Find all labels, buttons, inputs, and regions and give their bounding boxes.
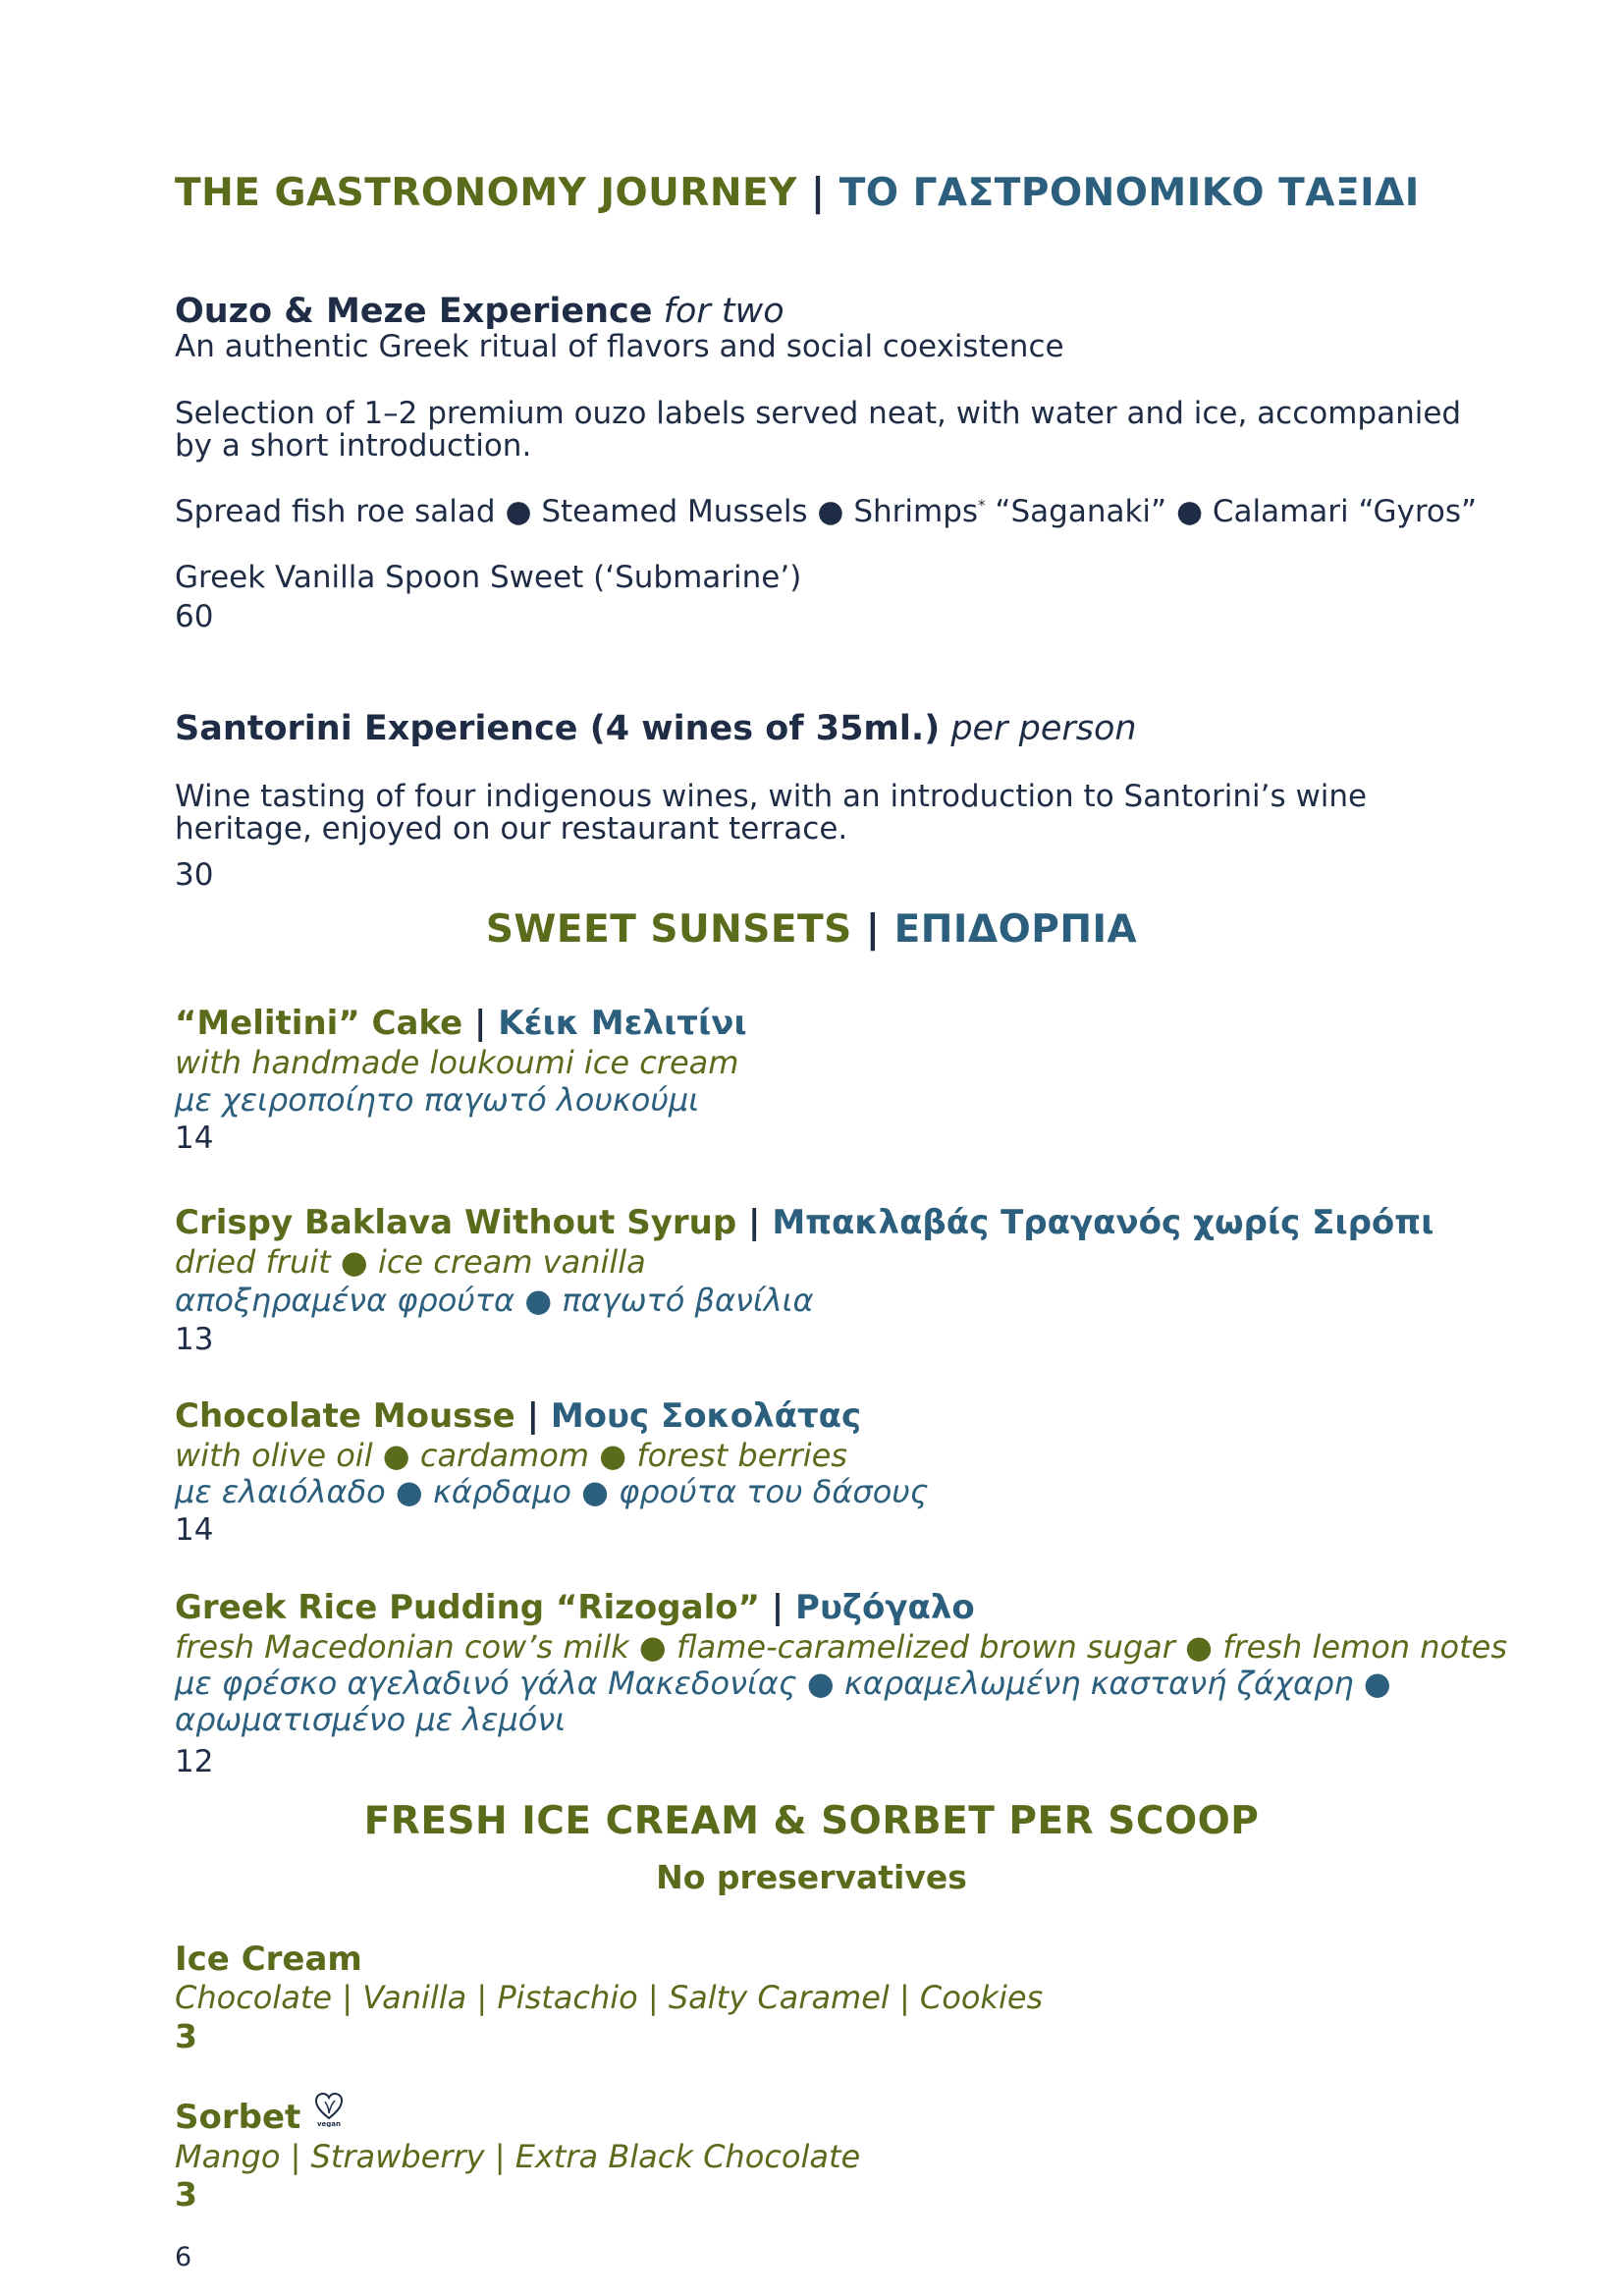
ouzo-qualifier: for two	[663, 292, 784, 331]
dessert-description-en: dried fruit ● ice cream vanilla	[175, 1243, 646, 1281]
ice-cream-name: Ice Cream	[175, 1940, 362, 1979]
dessert-description-en: with olive oil ● cardamom ● forest berries	[175, 1437, 847, 1474]
vegan-heart-icon	[314, 2092, 344, 2136]
section-title-gr: ΤΟ ΓΑΣΤΡΟΝΟΜΙΚΟ ΤΑΞΙΔΙ	[839, 171, 1420, 215]
dessert-description-gr: με ελαιόλαδο ● κάρδαμο ● φρούτα του δάσους	[175, 1473, 929, 1510]
dessert-price: 14	[175, 1512, 214, 1548]
dessert-name-gr: Μπακλαβάς Τραγανός χωρίς Σιρόπι	[772, 1203, 1434, 1242]
ouzo-title	[175, 292, 784, 331]
sorbet-name: Sorbet	[175, 2098, 301, 2137]
vegan-icon-label: vegan	[317, 2120, 342, 2127]
dessert-description-gr: με φρέσκο αγελαδινό γάλα Μακεδονίας ● καραμελωμένη καστανή ζάχαρη ●	[175, 1665, 1391, 1702]
santorini-name: Santorini Experience (4 wines of 35ml.)	[175, 709, 941, 748]
ouzo-dishes-part2: “Saganaki” ● Calamari “Gyros”	[985, 494, 1478, 529]
santorini-qualifier: per person	[950, 709, 1137, 748]
dessert-item-title: Crispy Baklava Without Syrup | Μπακλαβάς Τραγανός χωρίς Σιρόπι	[175, 1203, 1434, 1242]
ouzo-dishes	[175, 494, 1477, 529]
dessert-name-en: Crispy Baklava Without Syrup	[175, 1203, 737, 1242]
ouzo-tagline: An authentic Greek ritual of flavors and social coexistence	[175, 329, 1064, 364]
section-title-en: SWEET SUNSETS	[485, 907, 852, 952]
dessert-description-gr: αποξηραμένα φρούτα ● παγωτό βανίλια	[175, 1282, 814, 1319]
dessert-item-title: Chocolate Mousse | Μους Σοκολάτας	[175, 1396, 862, 1436]
dessert-description-gr: με χειροποίητο παγωτό λουκούμι	[175, 1081, 700, 1119]
dessert-name-gr: Μους Σοκολάτας	[550, 1396, 862, 1436]
santorini-description-line1: Wine tasting of four indigenous wines, with an introduction to Santorini’s wine	[175, 779, 1368, 814]
shrimp-footnote-star: *	[978, 496, 986, 515]
ice-cream-flavors: Chocolate | Vanilla | Pistachio | Salty Caramel | Cookies	[175, 1979, 1044, 2016]
section-subtitle: No preservatives	[656, 1858, 967, 1896]
section-title-icecream: FRESH ICE CREAM & SORBET PER SCOOP	[363, 1799, 1260, 1843]
section-title-gr: ΕΠΙΔΟΡΠΙΑ	[893, 907, 1138, 952]
ice-cream-price: 3	[175, 2017, 197, 2055]
ouzo-name: Ouzo & Meze Experience	[175, 292, 653, 331]
sorbet-flavors: Mango | Strawberry | Extra Black Chocolate	[175, 2138, 861, 2175]
dessert-name-en: Greek Rice Pudding “Rizogalo”	[175, 1588, 760, 1627]
dessert-description-en: with handmade loukoumi ice cream	[175, 1044, 739, 1081]
dessert-name-gr: Ρυζόγαλο	[795, 1588, 975, 1627]
section-title-en: THE GASTRONOMY JOURNEY	[175, 171, 797, 215]
dessert-description-en: fresh Macedonian cow’s milk ● flame-caramelized brown sugar ● fresh lemon notes	[175, 1628, 1507, 1666]
title-separator: |	[810, 171, 826, 215]
title-separator: |	[865, 907, 881, 952]
page-number: 6	[175, 2242, 192, 2272]
santorini-title	[175, 709, 1137, 748]
dessert-name-gr: Κέικ Μελιτίνι	[498, 1004, 747, 1043]
ouzo-description-line2: by a short introduction.	[175, 428, 532, 464]
ouzo-description-line1: Selection of 1–2 premium ouzo labels served neat, with water and ice, accompanied	[175, 396, 1462, 431]
dessert-item-title: “Melitini” Cake | Κέικ Μελιτίνι	[175, 1004, 747, 1043]
dessert-price: 14	[175, 1121, 214, 1156]
ouzo-price: 60	[175, 599, 214, 634]
dessert-price: 13	[175, 1322, 214, 1357]
dessert-description-gr-line2: αρωματισμένο με λεμόνι	[175, 1701, 567, 1738]
santorini-description-line2: heritage, enjoyed on our restaurant terrace.	[175, 811, 848, 847]
section-title-sweets	[0, 907, 1623, 952]
section-title-journey	[175, 171, 1420, 215]
dessert-name-en: Chocolate Mousse	[175, 1396, 515, 1436]
dessert-name-en: “Melitini” Cake	[175, 1004, 463, 1043]
dessert-item-title: Greek Rice Pudding “Rizogalo” | Ρυζόγαλο	[175, 1588, 975, 1627]
sorbet-price: 3	[175, 2175, 197, 2214]
santorini-price: 30	[175, 857, 214, 893]
sorbet-title	[175, 2098, 344, 2137]
ouzo-spoon-sweet: Greek Vanilla Spoon Sweet (‘Submarine’)	[175, 560, 802, 595]
dessert-price: 12	[175, 1744, 214, 1779]
ouzo-dishes-part1: Spread fish roe salad ● Steamed Mussels ● Shrimps	[175, 494, 979, 529]
